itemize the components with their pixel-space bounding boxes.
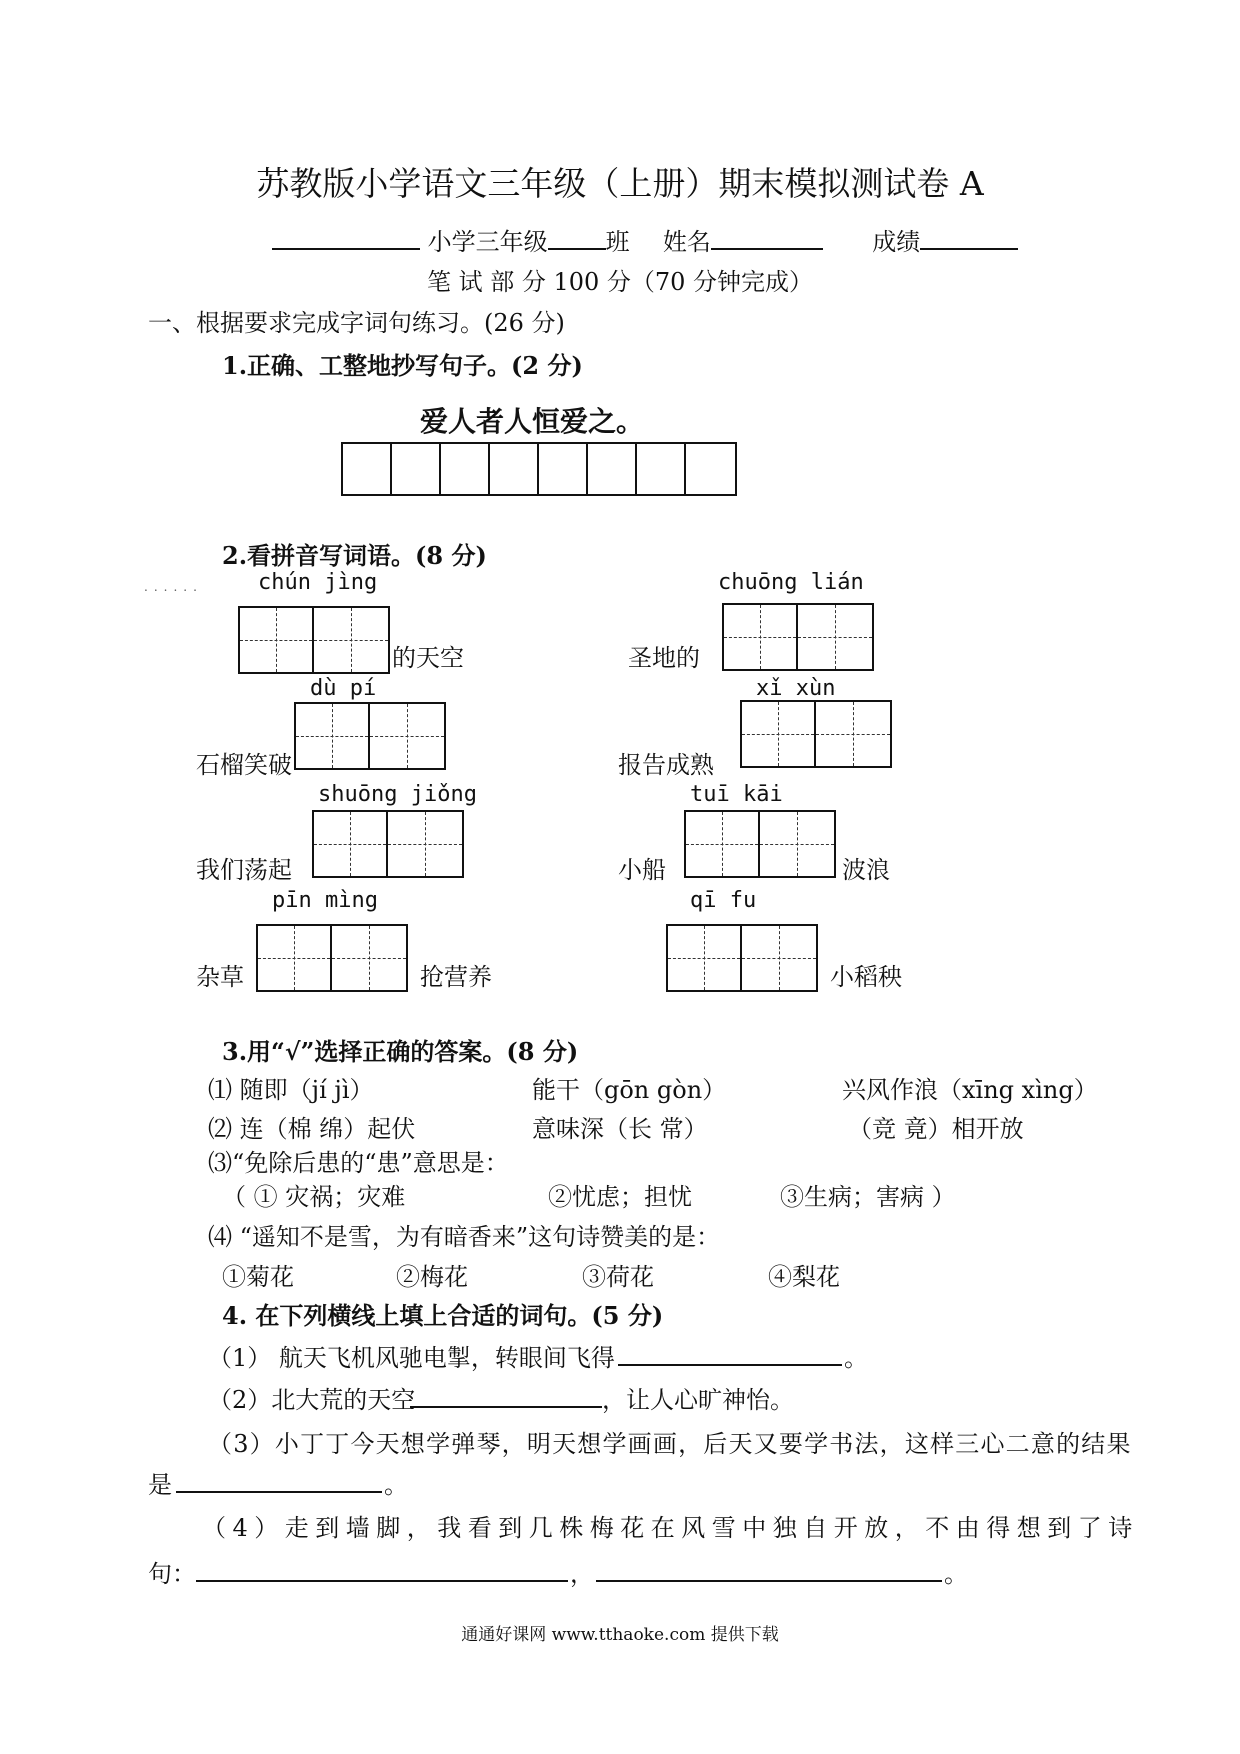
choice-item[interactable]: ②忧虑；担忧 xyxy=(548,1183,692,1211)
grid-cell[interactable] xyxy=(388,812,462,876)
fill-sentence: 句： xyxy=(148,1560,196,1588)
fill-blank[interactable] xyxy=(196,1580,568,1582)
grid-cell[interactable] xyxy=(724,605,798,669)
copy-cell[interactable] xyxy=(686,444,735,494)
fill-sentence: （4）走到墙脚，我看到几株梅花在风雪中独自开放，不由得想到了诗 xyxy=(202,1514,1139,1542)
fill-sentence: （1） 航天飞机风驰电掣，转眼间飞得 xyxy=(208,1344,615,1372)
section-heading: 一、根据要求完成字词句练习。(26 分) xyxy=(148,309,565,337)
copy-grid[interactable] xyxy=(341,442,737,496)
grid-cell[interactable] xyxy=(314,812,388,876)
pinyin-label: chuōng lián xyxy=(718,570,864,595)
fill-sentence: 是 xyxy=(148,1471,172,1499)
choice-item[interactable]: ②梅花 xyxy=(396,1263,468,1291)
word-context: 石榴笑破 xyxy=(196,751,292,779)
pinyin-label: qī fu xyxy=(690,888,757,913)
answer-grid[interactable] xyxy=(740,700,892,768)
choice-item[interactable]: ⑵ 连（棉 绵）起伏 xyxy=(208,1115,416,1143)
punctuation: 。 xyxy=(844,1344,868,1372)
q1-sentence: 爱人者人恒爱之。 xyxy=(420,405,645,438)
question-text: ⑶“免除后患的“患”意思是： xyxy=(208,1149,509,1177)
pinyin-label: chún jìng xyxy=(258,570,378,595)
fill-blank[interactable] xyxy=(176,1491,382,1493)
choice-item[interactable]: ③生病；害病 ） xyxy=(780,1183,956,1211)
grid-cell[interactable] xyxy=(258,926,332,990)
punctuation: 。 xyxy=(944,1560,968,1588)
class-label: 班 xyxy=(605,228,630,256)
question-text: ⑷ “遥知不是雪，为有暗香来”这句诗赞美的是： xyxy=(208,1223,721,1251)
word-context: 小船 xyxy=(618,856,666,884)
grid-cell[interactable] xyxy=(798,605,872,669)
grid-cell[interactable] xyxy=(686,812,760,876)
school-blank[interactable] xyxy=(272,228,420,250)
word-context: 圣地的 xyxy=(628,644,700,672)
answer-grid[interactable] xyxy=(666,924,818,992)
grid-cell[interactable] xyxy=(760,812,834,876)
answer-grid[interactable] xyxy=(256,924,408,992)
name-label: 姓名 xyxy=(662,228,711,256)
choice-item[interactable]: ⑴ 随即（jí jì） xyxy=(208,1076,374,1104)
grid-cell[interactable] xyxy=(332,926,406,990)
answer-grid[interactable] xyxy=(312,810,464,878)
word-context: 小稻秧 xyxy=(830,963,902,991)
page-footer: 通通好课网 www.tthaoke.com 提供下载 xyxy=(461,1625,779,1645)
copy-cell[interactable] xyxy=(343,444,392,494)
grid-cell[interactable] xyxy=(816,702,890,766)
class-blank[interactable] xyxy=(548,228,606,250)
grid-cell[interactable] xyxy=(370,704,444,768)
fill-blank[interactable] xyxy=(618,1364,842,1366)
fill-sentence: （3）小丁丁今天想学弹琴，明天想学画画，后天又要学书法，这样三心二意的结果 xyxy=(208,1430,1132,1458)
copy-cell[interactable] xyxy=(637,444,686,494)
copy-cell[interactable] xyxy=(441,444,490,494)
answer-grid[interactable] xyxy=(294,702,446,770)
student-info-line xyxy=(272,222,1018,257)
punctuation: ， xyxy=(570,1560,594,1588)
fill-sentence: （2）北大荒的天空 xyxy=(208,1386,416,1414)
answer-grid[interactable] xyxy=(238,606,390,674)
q2-label: 2.看拼音写词语。(8 分) xyxy=(222,541,487,570)
q4-label: 4. 在下列横线上填上合适的词句。(5 分) xyxy=(222,1301,664,1330)
name-blank[interactable] xyxy=(711,228,823,250)
exam-subtitle: 笔 试 部 分 100 分（70 分钟完成） xyxy=(426,268,814,296)
copy-cell[interactable] xyxy=(490,444,539,494)
copy-cell[interactable] xyxy=(588,444,637,494)
choice-item[interactable]: ③荷花 xyxy=(582,1263,654,1291)
word-context: 的天空 xyxy=(392,644,464,672)
fill-sentence: ，让人心旷神怡。 xyxy=(602,1386,794,1414)
grid-cell[interactable] xyxy=(742,702,816,766)
grade-label: 小学三年级 xyxy=(427,228,548,256)
page-title: 苏教版小学语文三年级（上册）期末模拟测试卷 A xyxy=(256,164,984,203)
choice-item[interactable]: ④梨花 xyxy=(768,1263,840,1291)
word-context: 抢营养 xyxy=(420,963,492,991)
word-context: 波浪 xyxy=(842,856,890,884)
choice-item[interactable]: （竞 竟）相开放 xyxy=(848,1115,1024,1143)
choice-item[interactable]: ①菊花 xyxy=(222,1263,294,1291)
grid-cell[interactable] xyxy=(240,608,314,672)
grid-cell[interactable] xyxy=(296,704,370,768)
copy-cell[interactable] xyxy=(539,444,588,494)
pinyin-label: tuī kāi xyxy=(690,782,783,807)
copy-cell[interactable] xyxy=(392,444,441,494)
choice-item[interactable]: （ ① 灾祸；灾难 xyxy=(222,1183,406,1211)
decorative-dots: ...... xyxy=(144,580,203,594)
score-blank[interactable] xyxy=(920,228,1018,250)
q1-label: 1.正确、工整地抄写句子。(2 分) xyxy=(222,351,583,380)
grid-cell[interactable] xyxy=(742,926,816,990)
pinyin-label: xǐ xùn xyxy=(756,676,836,701)
punctuation: 。 xyxy=(384,1471,408,1499)
grid-cell[interactable] xyxy=(668,926,742,990)
choice-item[interactable]: 兴风作浪（xīng xìng） xyxy=(842,1076,1098,1104)
pinyin-label: pīn mìng xyxy=(272,888,378,913)
answer-grid[interactable] xyxy=(684,810,836,878)
pinyin-label: shuōng jiǒng xyxy=(318,782,477,807)
word-context: 我们荡起 xyxy=(196,856,292,884)
choice-item[interactable]: 意味深（长 常） xyxy=(532,1115,708,1143)
word-context: 报告成熟 xyxy=(618,751,714,779)
q3-label: 3.用“√”选择正确的答案。(8 分) xyxy=(222,1037,579,1066)
choice-item[interactable]: 能干（gōn gòn） xyxy=(532,1076,727,1104)
grid-cell[interactable] xyxy=(314,608,388,672)
score-label: 成绩 xyxy=(872,228,921,256)
pinyin-label: dù pí xyxy=(310,676,377,701)
fill-blank[interactable] xyxy=(410,1406,602,1408)
word-context: 杂草 xyxy=(196,963,244,991)
fill-blank[interactable] xyxy=(596,1580,942,1582)
answer-grid[interactable] xyxy=(722,603,874,671)
